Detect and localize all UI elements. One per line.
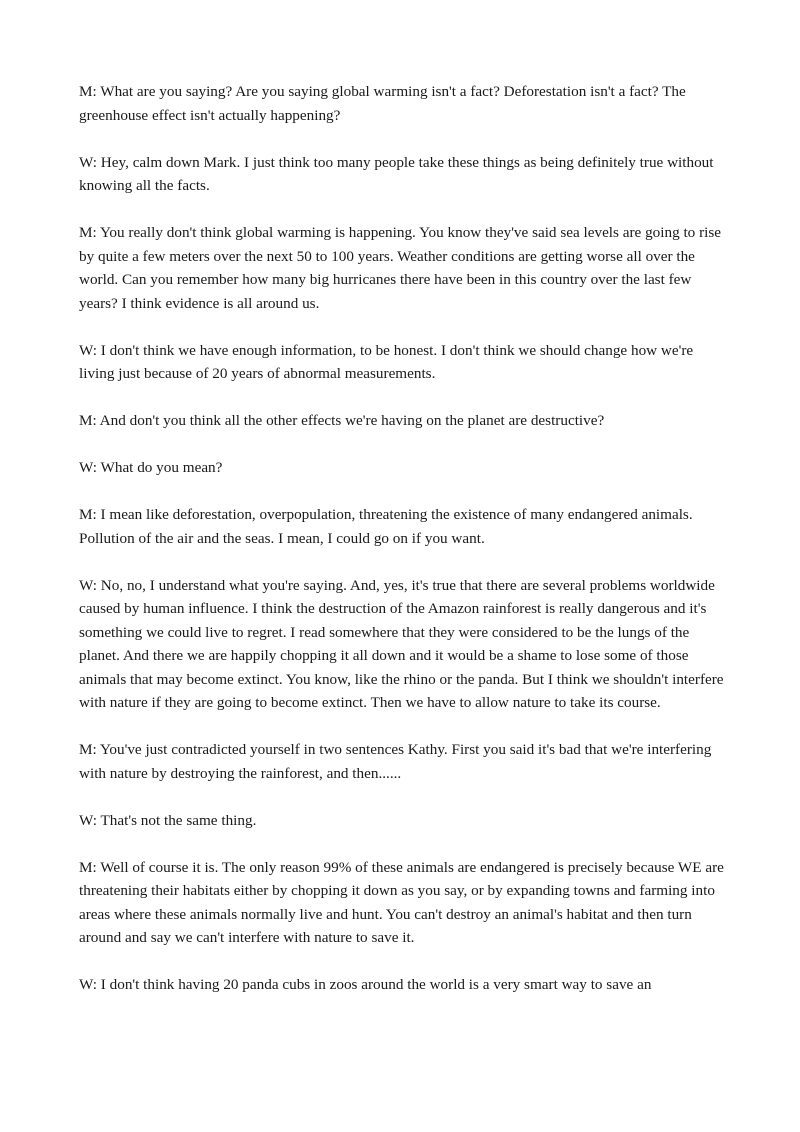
dialogue-paragraph: M: You've just contradicted yourself in two sentences Kathy. First you said it's bad that we're interfering with nature by destroying the rainforest, and then...... bbox=[79, 741, 712, 782]
dialogue-paragraph: M: You really don't think global warming is happening. You know they've said sea levels are going to rise by quite a few meters over the next 50 to 100 years. Weather conditions are getting worse all over the world. Can you remember how many big hurricanes there have been in this country over the last few years? I think evidence is all around us. bbox=[79, 224, 722, 312]
dialogue-paragraph: W: What do you mean? bbox=[79, 459, 223, 476]
dialogue-paragraph: M: I mean like deforestation, overpopulation, threatening the existence of many endangered animals. Pollution of the air and the seas. I mean, I could go on if you want. bbox=[79, 506, 693, 547]
dialogue-paragraph: M: What are you saying? Are you saying global warming isn't a fact? Deforestation isn't a fact? The greenhouse effect isn't actually happening? bbox=[79, 83, 686, 124]
dialogue-paragraph: W: No, no, I understand what you're saying. And, yes, it's true that there are several problems worldwide caused by human influence. I think the destruction of the Amazon rainforest is really dangerous and it's something we could live to regret. I read somewhere that they were considered to be the lungs of the planet. And there we are happily chopping it all down and it would be a shame to lose some of those animals that may become extinct. You know, like the rhino or the panda. But I think we shouldn't interfere with nature if they are going to become extinct. Then we have to allow nature to take its course. bbox=[79, 576, 724, 711]
dialogue-paragraph: M: Well of course it is. The only reason 99% of these animals are endangered is precisely because WE are threatening their habitats either by chopping it down as you say, or by expanding towns and farming into areas where these animals normally live and hunt. You can't destroy an animal's habitat and then turn around and say we can't interfere with nature to save it. bbox=[79, 858, 724, 946]
dialogue-paragraph: W: Hey, calm down Mark. I just think too many people take these things as being definitely true without knowing all the facts. bbox=[79, 153, 714, 194]
dialogue-paragraph: W: That's not the same thing. bbox=[79, 811, 257, 829]
dialogue-paragraph: W: I don't think having 20 panda cubs in zoos around the world is a very smart way to save an bbox=[79, 976, 652, 993]
dialogue-paragraph: W: I don't think we have enough information, to be honest. I don't think we should change how we're living just because of 20 years of abnormal measurements. bbox=[79, 341, 694, 382]
dialogue-paragraph: M: And don't you think all the other effects we're having on the planet are destructive? bbox=[79, 412, 605, 429]
document-page bbox=[79, 80, 724, 1020]
